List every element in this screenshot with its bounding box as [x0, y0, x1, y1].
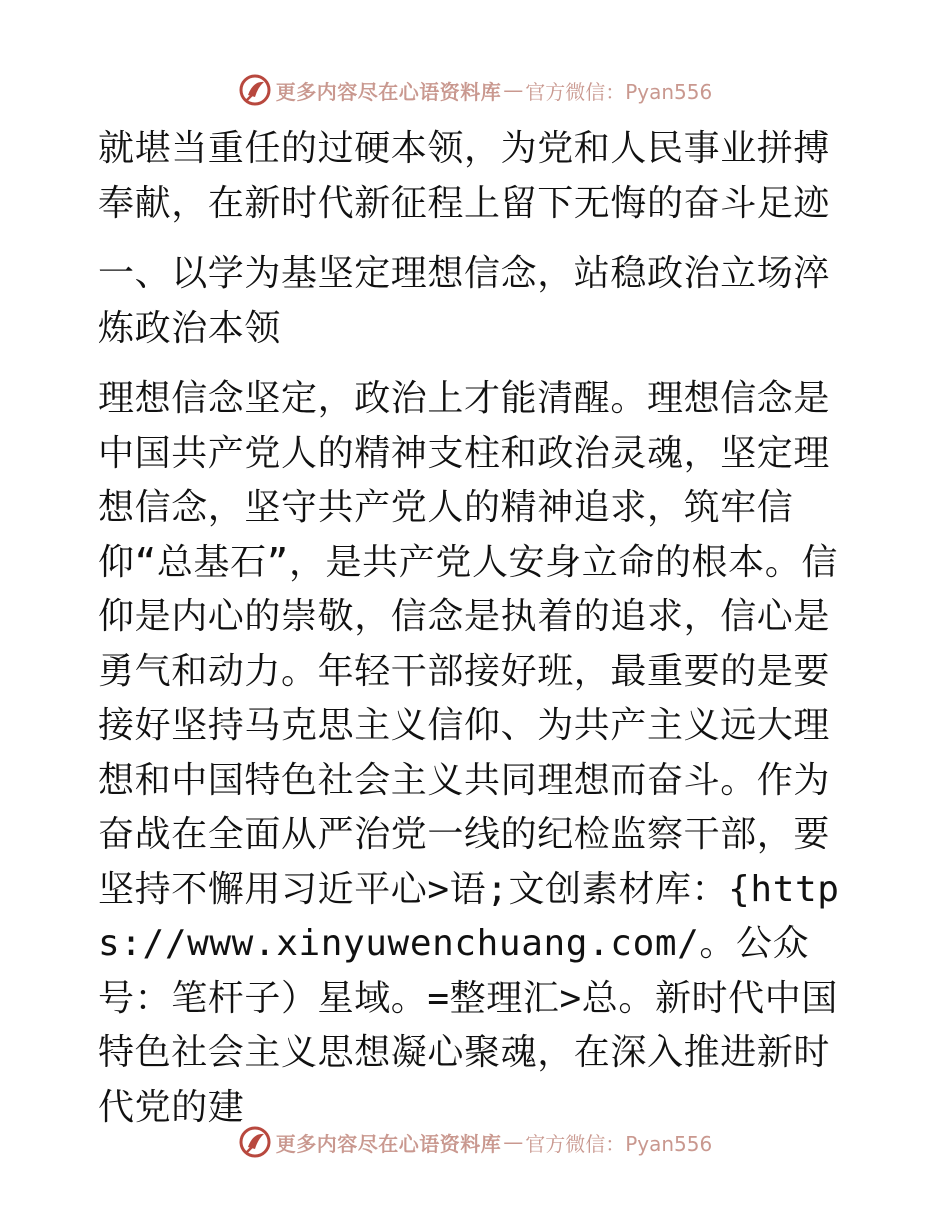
banner-wechat: 官方微信：Pyan556 [525, 1131, 713, 1156]
paragraph-body: 理想信念坚定，政治上才能清醒。理想信念是中国共产党人的精神支柱和政治灵魂，坚定理想信念，坚守共产党人的精神追求，筑牢信仰“总基石”，是共产党人安身立命的根本。信仰是内心的崇敬，信念是执着的追求，信心是勇气和动力。年轻干部接好班，最重要的是要接好坚持马克思主义信仰、为共产主义远大理想和中国特色社会主义共同理想而奋斗。作为奋战在全面从严治党一线的纪检监察干部，要坚持不懈用习近平心>语;文创素材库：{https://www.xinyuwenchuang.com/。公众号：笔杆子）星域。=整理汇>总。新时代中国特色社会主义思想凝心聚魂，在深入推进新时代党的建 [98, 378, 840, 1128]
paragraph-intro: 就堪当重任的过硬本领，为党和人民事业拼搏奉献，在新时代新征程上留下无悔的奋斗足迹 [98, 128, 831, 224]
logo-icon [238, 1125, 272, 1159]
footer-banner [0, 1122, 950, 1162]
logo-icon [238, 73, 272, 107]
banner-wechat: 官方微信：Pyan556 [525, 79, 713, 104]
document-body [98, 122, 858, 1135]
header-banner [0, 70, 950, 110]
banner-dash: — [503, 78, 524, 102]
banner-dash: — [503, 1130, 524, 1154]
section-heading: 一、以学为基坚定理想信念，站稳政治立场淬炼政治本领 [98, 253, 831, 349]
banner-text: 更多内容尽在心语资料库 [275, 1131, 502, 1156]
banner-text: 更多内容尽在心语资料库 [275, 79, 502, 104]
